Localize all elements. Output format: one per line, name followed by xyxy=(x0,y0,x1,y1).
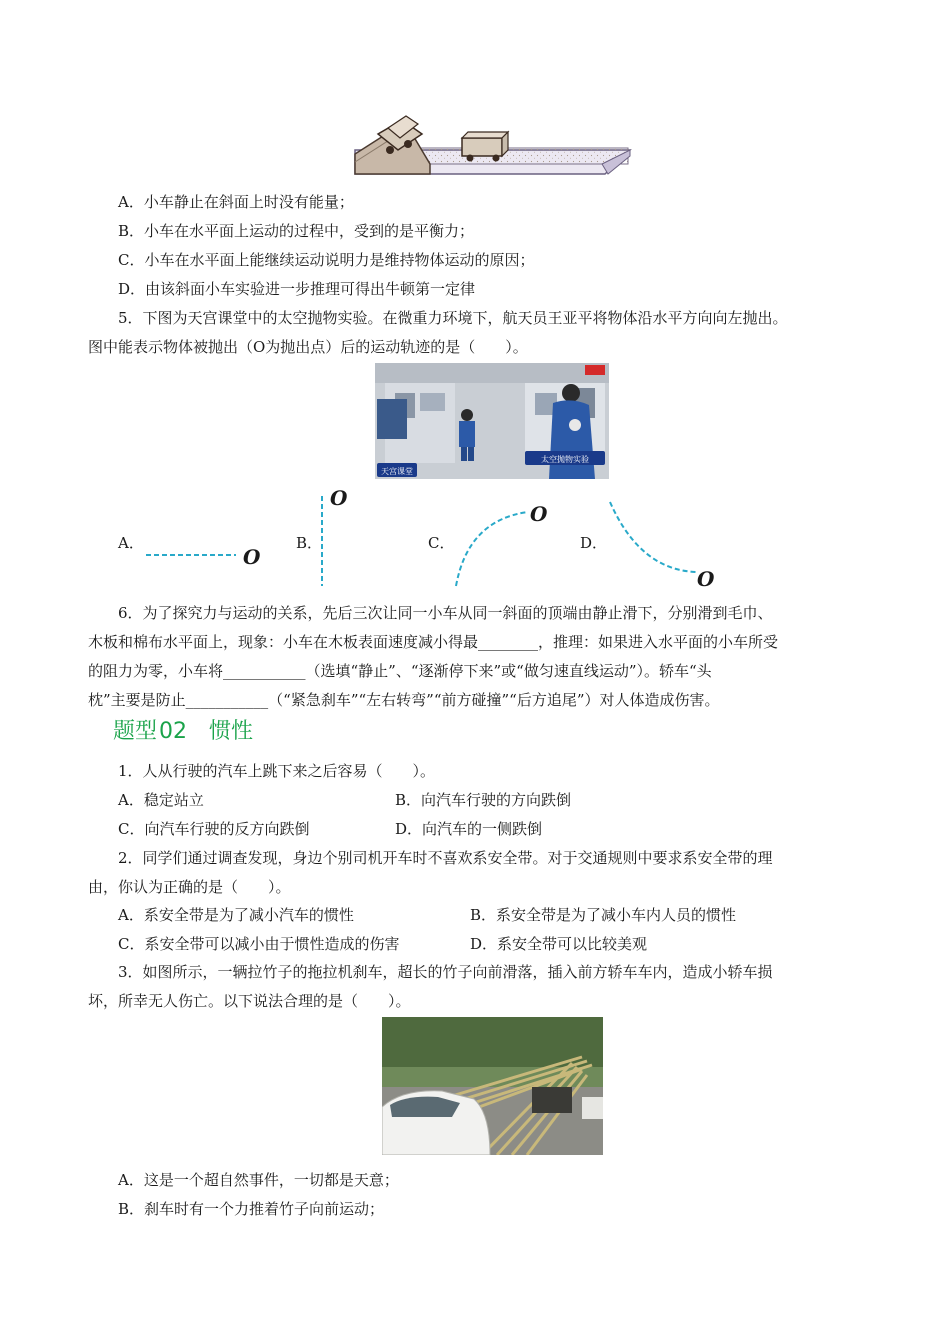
s2q1-stem: 1．人从行驶的汽车上跳下来之后容易（ ）。 xyxy=(118,762,436,780)
s2q2-stem-line2: 由，你认为正确的是（ ）。 xyxy=(88,878,291,896)
s2q1-option-d: D．向汽车的一侧跌倒 xyxy=(395,820,543,838)
photo-caption-left: 天宫课堂 xyxy=(381,467,413,476)
photo-caption-right: 太空抛物实验 xyxy=(541,455,589,464)
trajectory-b xyxy=(312,492,332,592)
bamboo-truck-photo xyxy=(382,1017,603,1155)
trajectory-d xyxy=(604,496,700,582)
q5-stem-line2: 图中能表示物体被抛出（O为抛出点）后的运动轨迹的是（ ）。 xyxy=(88,338,528,356)
q6-line3: 的阻力为零，小车将___________（选填“静止”、“逐渐停下来”或“做匀速直线运动”）。轿车“头 xyxy=(88,662,712,680)
space-station-photo xyxy=(375,363,609,479)
trajectory-c xyxy=(450,500,540,590)
origin-label-d: O xyxy=(697,567,715,591)
s2q3-stem-line1: 3．如图所示，一辆拉竹子的拖拉机刹车，超长的竹子向前滑落，插入前方轿车车内，造成小轿车损 xyxy=(118,963,773,981)
traj-label-d: D． xyxy=(580,534,608,552)
trajectory-a xyxy=(140,540,240,570)
s2q1-option-c: C．向汽车行驶的反方向跌倒 xyxy=(118,820,310,838)
s2q3-option-b: B．刹车时有一个力推着竹子向前运动； xyxy=(118,1200,385,1218)
q5-stem-line1: 5．下图为天宫课堂中的太空抛物实验。在微重力环境下，航天员王亚平将物体沿水平方向向左抛出。 xyxy=(118,309,788,327)
section-title: 惯性 xyxy=(209,719,254,744)
s2q3-stem-line2: 坏，所幸无人伤亡。以下说法合理的是（ ）。 xyxy=(88,992,411,1010)
s2q1-option-b: B．向汽车行驶的方向跌倒 xyxy=(395,791,572,809)
astronaut-center xyxy=(459,409,475,461)
q4-option-d: D．由该斜面小车实验进一步推理可得出牛顿第一定律 xyxy=(118,280,476,298)
traj-label-b: B． xyxy=(296,534,323,552)
q6-line1: 6．为了探究力与运动的关系，先后三次让同一小车从同一斜面的顶端由静止滑下，分别滑到毛巾、 xyxy=(118,604,773,622)
s2q2-option-b: B．系安全带是为了减小车内人员的惯性 xyxy=(470,906,737,924)
s2q2-option-d: D．系安全带可以比较美观 xyxy=(470,935,648,953)
traj-label-c: C． xyxy=(428,534,455,552)
s2q2-option-c: C．系安全带可以减小由于惯性造成的伤害 xyxy=(118,935,400,953)
q4-option-a: A．小车静止在斜面上时没有能量； xyxy=(118,193,354,211)
q4-option-c: C．小车在水平面上能继续运动说明力是维持物体运动的原因； xyxy=(118,251,535,269)
s2q2-stem-line1: 2．同学们通过调查发现，身边个别司机开车时不喜欢系安全带。对于交通规则中要求系安全带的理 xyxy=(118,849,773,867)
q6-line2: 木板和棉布水平面上，现象：小车在木板表面速度减小得最________，推理：如果进入水平面的小车所受 xyxy=(88,633,779,651)
section-prefix: 题型 xyxy=(113,719,158,744)
q6-line4: 枕”主要是防止___________（“紧急刹车”“左右转弯”“前方碰撞”“后方追尾”）对人体造成伤害。 xyxy=(88,691,720,709)
q4-option-b: B．小车在水平面上运动的过程中，受到的是平衡力； xyxy=(118,222,475,240)
towel-surface xyxy=(410,148,628,164)
s2q3-option-a: A．这是一个超自然事件，一切都是天意； xyxy=(118,1171,399,1189)
incline-cart-figure xyxy=(350,112,635,182)
origin-label-b: O xyxy=(330,486,348,510)
s2q2-option-a: A．系安全带是为了减小汽车的惯性 xyxy=(118,906,354,924)
traj-label-a: A． xyxy=(118,534,144,552)
section-heading xyxy=(113,718,253,746)
origin-label-c: O xyxy=(530,502,548,526)
section-number: 02 xyxy=(159,719,188,744)
s2q1-option-a: A．稳定站立 xyxy=(118,791,204,809)
screen-panel xyxy=(377,399,407,439)
origin-label-a: O xyxy=(243,545,261,569)
tractor xyxy=(532,1087,572,1113)
